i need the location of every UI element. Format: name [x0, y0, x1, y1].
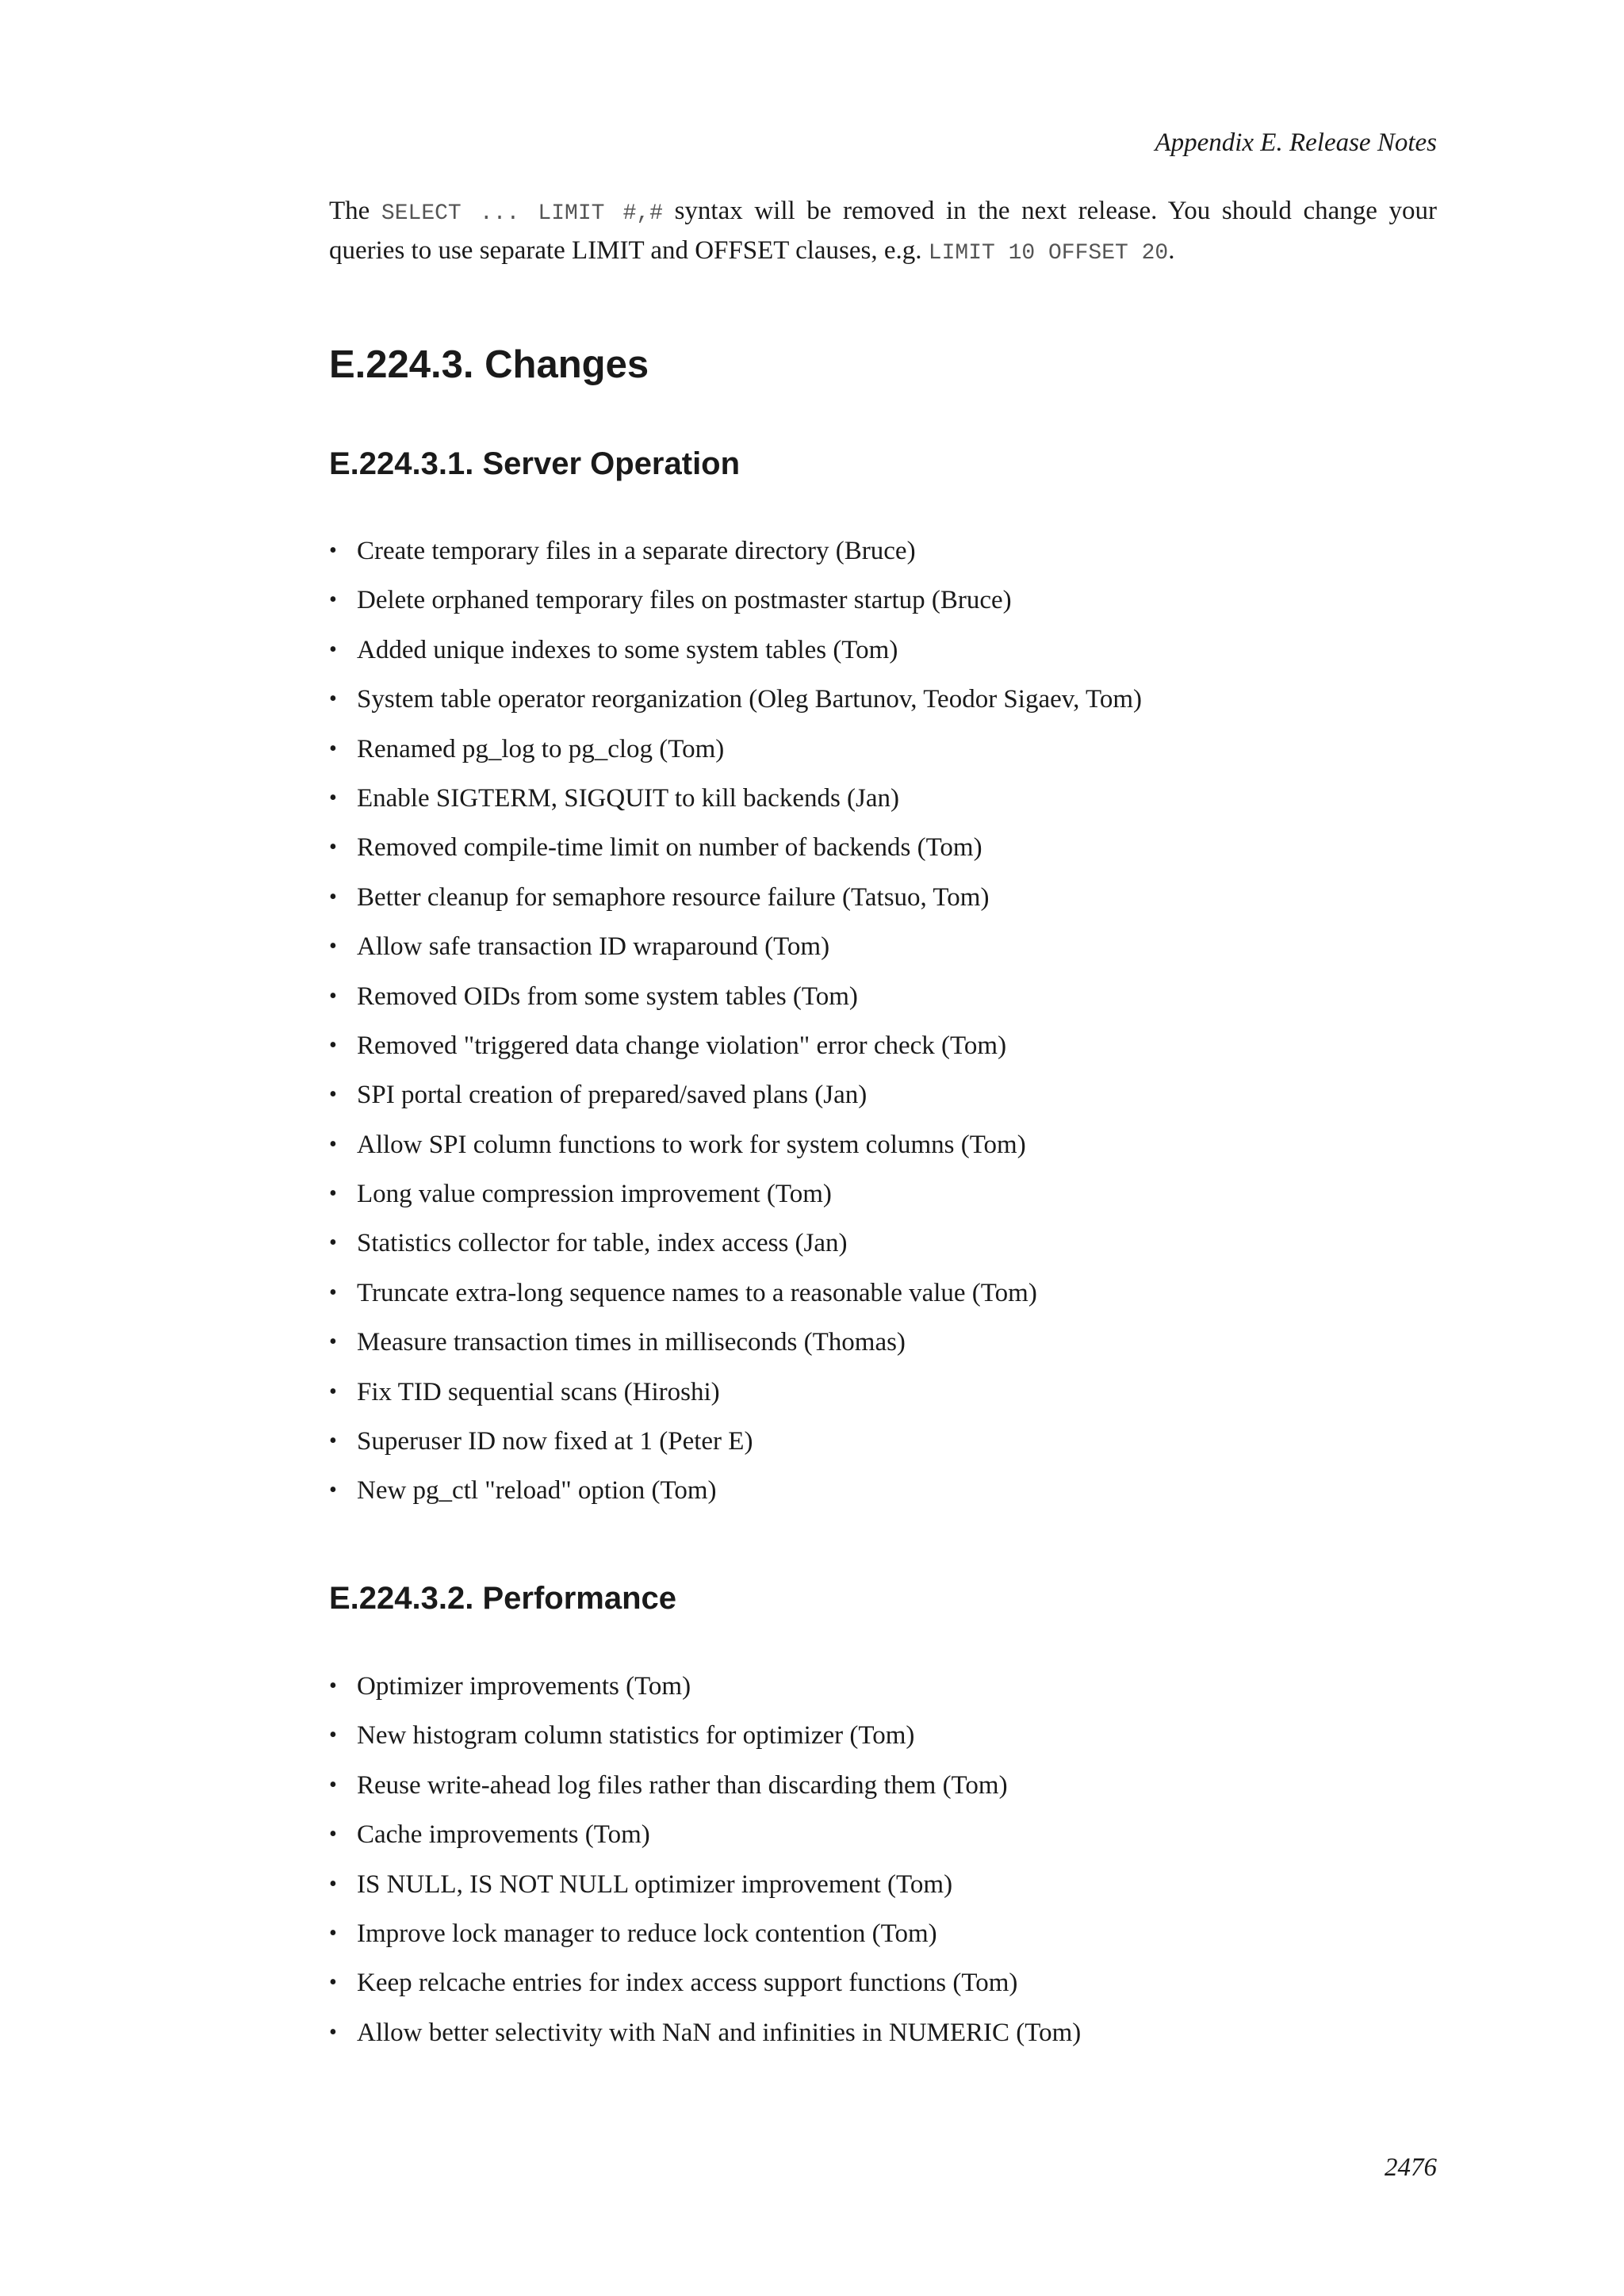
list-item [329, 926, 1142, 975]
list-item-text: Removed OIDs from some system tables (Tom) [357, 982, 858, 1011]
bullet-icon: • [329, 934, 337, 959]
list-item [329, 729, 1142, 778]
list-item-text: Allow SPI column functions to work for system columns (Tom) [357, 1130, 1026, 1159]
bullet-icon: • [329, 1970, 337, 1996]
list-item [329, 629, 1142, 679]
bullet-icon: • [329, 687, 337, 712]
list-item-text: Removed compile-time limit on number of backends (Tom) [357, 833, 982, 863]
bullet-icon: • [329, 983, 337, 1008]
server-operation-list [329, 530, 1142, 1520]
list-item-text: Removed "triggered data change violation" error check (Tom) [357, 1031, 1007, 1060]
bullet-icon: • [329, 1082, 337, 1108]
list-item [329, 1272, 1142, 1322]
list-item-text: Measure transaction times in milliseconds (Thomas) [357, 1328, 906, 1357]
section-title: E.224.3. Changes [329, 343, 649, 386]
list-item [329, 1124, 1142, 1173]
list-item-text: Long value compression improvement (Tom) [357, 1180, 832, 1209]
list-item-text: Statistics collector for table, index access (Jan) [357, 1229, 848, 1258]
subsection-title-server-operation: E.224.3.1. Server Operation [329, 446, 741, 481]
list-item [329, 580, 1142, 629]
list-item-text: Fix TID sequential scans (Hiroshi) [357, 1377, 720, 1406]
list-item [329, 1715, 1081, 1764]
bullet-icon: • [329, 1131, 337, 1157]
intro-text-1: The [329, 197, 381, 225]
bullet-icon: • [329, 1772, 337, 1797]
bullet-icon: • [329, 2019, 337, 2045]
list-item-text: Create temporary files in a separate directory (Bruce) [357, 537, 916, 565]
list-item-text: Optimizer improvements (Tom) [357, 1672, 691, 1701]
list-item [329, 1372, 1142, 1421]
list-item-text: IS NULL, IS NOT NULL optimizer improvement (Tom) [357, 1869, 953, 1899]
list-item-text: Cache improvements (Tom) [357, 1820, 650, 1850]
bullet-icon: • [329, 1920, 337, 1946]
bullet-icon: • [329, 1032, 337, 1058]
list-item [329, 827, 1142, 876]
bullet-icon: • [329, 1379, 337, 1404]
bullet-icon: • [329, 1723, 337, 1748]
list-item-text: Allow better selectivity with NaN and infinities in NUMERIC (Tom) [357, 2018, 1082, 2047]
list-item-text: Added unique indexes to some system tables (Tom) [357, 635, 898, 664]
list-item [329, 1864, 1081, 1913]
list-item [329, 2012, 1081, 2061]
intro-paragraph [329, 193, 1437, 272]
bullet-icon: • [329, 1822, 337, 1847]
list-item-text: New histogram column statistics for optimizer (Tom) [357, 1721, 915, 1751]
bullet-icon: • [329, 637, 337, 662]
bullet-icon: • [329, 884, 337, 909]
bullet-icon: • [329, 1330, 337, 1355]
list-item [329, 877, 1142, 926]
list-item [329, 1962, 1081, 2011]
list-item-text: Enable SIGTERM, SIGQUIT to kill backends (Jan) [357, 783, 900, 813]
list-item-text: Renamed pg_log to pg_clog (Tom) [357, 734, 725, 763]
list-item-text: New pg_ctl "reload" option (Tom) [357, 1476, 717, 1506]
bullet-icon: • [329, 1280, 337, 1305]
list-item-text: Superuser ID now fixed at 1 (Peter E) [357, 1427, 753, 1456]
list-item-text: Allow safe transaction ID wraparound (Tom) [357, 932, 830, 962]
list-item [329, 1666, 1081, 1715]
list-item-text: Improve lock manager to reduce lock contention (Tom) [357, 1919, 937, 1948]
list-item [329, 1814, 1081, 1863]
bullet-icon: • [329, 1871, 337, 1896]
subsection-title-performance: E.224.3.2. Performance [329, 1581, 677, 1616]
list-item-text: Reuse write-ahead log files rather than discarding them (Tom) [357, 1770, 1008, 1800]
intro-text-2: syntax will be removed in the next release. You should change your queries to use separate LIMIT and OFFSET clauses, e.g. [329, 197, 1438, 265]
bullet-icon: • [329, 538, 337, 563]
intro-text-3: . [1168, 236, 1175, 265]
list-item-text: SPI portal creation of prepared/saved plans (Jan) [357, 1081, 868, 1110]
list-item [329, 976, 1142, 1025]
intro-code-limit-offset: LIMIT 10 OFFSET 20 [928, 241, 1169, 266]
performance-list [329, 1666, 1081, 2061]
list-item [329, 778, 1142, 827]
bullet-icon: • [329, 1181, 337, 1207]
list-item [329, 1470, 1142, 1519]
bullet-icon: • [329, 785, 337, 810]
bullet-icon: • [329, 835, 337, 860]
list-item-text: Better cleanup for semaphore resource failure (Tatsuo, Tom) [357, 882, 990, 912]
list-item-text: System table operator reorganization (Oleg Bartunov, Teodor Sigaev, Tom) [357, 685, 1143, 714]
list-item [329, 1765, 1081, 1814]
intro-code-limit-syntax: SELECT ... LIMIT #,# [381, 201, 663, 226]
list-item [329, 1913, 1081, 1962]
running-header: Appendix E. Release Notes [1155, 128, 1437, 157]
bullet-icon: • [329, 736, 337, 761]
list-item [329, 530, 1142, 580]
list-item-text: Truncate extra-long sequence names to a reasonable value (Tom) [357, 1278, 1037, 1307]
list-item [329, 1173, 1142, 1223]
bullet-icon: • [329, 587, 337, 613]
list-item-text: Keep relcache entries for index access support functions (Tom) [357, 1969, 1018, 1998]
list-item [329, 1074, 1142, 1123]
bullet-icon: • [329, 1674, 337, 1698]
list-item-text: Delete orphaned temporary files on postmaster startup (Bruce) [357, 586, 1012, 615]
page-number: 2476 [1385, 2153, 1437, 2182]
list-item [329, 1322, 1142, 1371]
list-item [329, 1223, 1142, 1272]
bullet-icon: • [329, 1478, 337, 1503]
list-item [329, 1025, 1142, 1074]
list-item [329, 679, 1142, 728]
bullet-icon: • [329, 1429, 337, 1454]
list-item [329, 1421, 1142, 1470]
bullet-icon: • [329, 1230, 337, 1256]
